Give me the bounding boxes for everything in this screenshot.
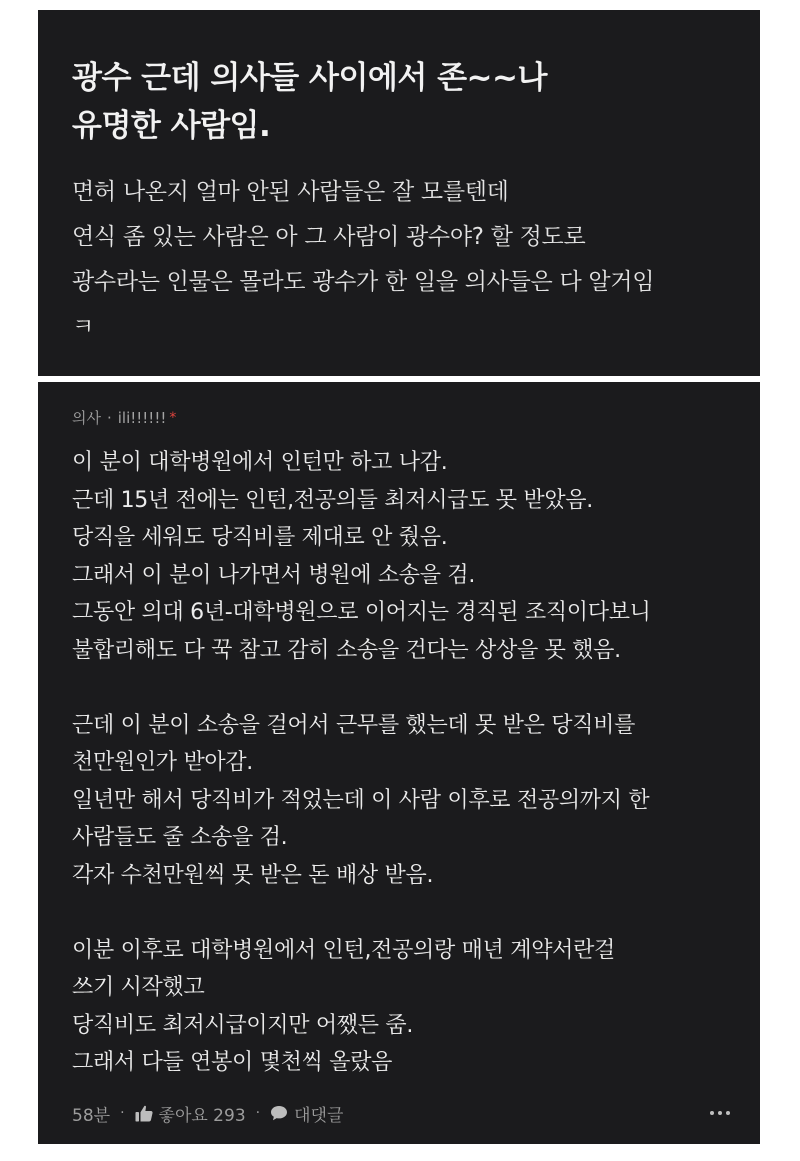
footer-separator: ·: [120, 1105, 125, 1121]
author-role: 의사: [72, 409, 101, 427]
comment-footer: [72, 1098, 730, 1128]
meta-separator: ·: [106, 409, 112, 427]
author-name[interactable]: ili!!!!!!: [117, 409, 167, 427]
like-button[interactable]: [135, 1101, 246, 1126]
post-body-line: ㅋ: [72, 314, 94, 340]
comment-line: 천만원인가 받아감.: [72, 750, 254, 775]
comment-line: 각자 수천만원씩 못 받은 돈 배상 받음.: [72, 862, 434, 888]
paragraph-gap: [72, 669, 730, 707]
post-body-line: 면허 나온지 얼마 안된 사람들은 잘 모를텐데: [72, 179, 509, 205]
reply-button[interactable]: [270, 1101, 343, 1126]
like-label: 좋아요 293: [158, 1105, 246, 1126]
post-body-line: 연식 좀 있는 사람은 아 그 사람이 광수야? 할 정도로: [72, 224, 586, 250]
comment-line: 그래서 이 분이 나가면서 병원에 소송을 검.: [72, 562, 476, 588]
post-body-line: 광수라는 인물은 몰라도 광수가 한 일을 의사들은 다 알거임: [72, 269, 655, 295]
comment-card: [38, 382, 760, 1144]
post-title: [72, 54, 730, 150]
comment-time: 58분: [72, 1105, 111, 1126]
post-body: [72, 170, 730, 350]
more-dots-icon: [710, 1111, 714, 1115]
more-dots-icon: [726, 1111, 730, 1115]
comment-line: 그동안 의대 6년-대학병원으로 이어지는 경직된 조직이다보니: [72, 600, 651, 625]
comment-author-meta: [72, 404, 730, 432]
comment-line: 당직을 세워도 당직비를 제대로 안 줬음.: [72, 525, 448, 550]
comment-line: 불합리해도 다 꾹 참고 감히 소송을 건다는 상상을 못 했음.: [72, 637, 621, 663]
comment-line: 그래서 다들 연봉이 몇천씩 올랐음: [72, 1050, 393, 1075]
post-title-line: 유명한 사람임.: [72, 108, 271, 144]
post-card: [38, 10, 760, 376]
comment-line: 근데 이 분이 소송을 걸어서 근무를 했는데 못 받은 당직비를: [72, 712, 636, 738]
comment-line: 이 분이 대학병원에서 인턴만 하고 나감.: [72, 450, 448, 475]
comment-line: 근데 15년 전에는 인턴,전공의들 최저시급도 못 받았음.: [72, 487, 593, 513]
more-options-button[interactable]: [710, 1111, 730, 1115]
comment-line: 쓰기 시작했고: [72, 975, 205, 1000]
post-title-line: 광수 근데 의사들 사이에서 존~~나: [72, 60, 547, 96]
more-dots-icon: [718, 1111, 722, 1115]
comment-line: 당직비도 최저시급이지만 어쨌든 줌.: [72, 1012, 414, 1038]
footer-separator: ·: [255, 1105, 261, 1121]
comment-line: 일년만 해서 당직비가 적었는데 이 사람 이후로 전공의까지 한: [72, 787, 650, 813]
speech-bubble-icon: [270, 1105, 288, 1121]
reply-label: 대댓글: [294, 1105, 344, 1126]
thumbs-up-icon: [135, 1105, 153, 1122]
comment-body: [72, 444, 730, 1082]
comment-line: 이분 이후로 대학병원에서 인턴,전공의랑 매년 계약서란걸: [72, 937, 616, 963]
paragraph-gap: [72, 894, 730, 932]
author-star: *: [169, 410, 177, 426]
comment-line: 사람들도 줄 소송을 검.: [72, 825, 288, 850]
